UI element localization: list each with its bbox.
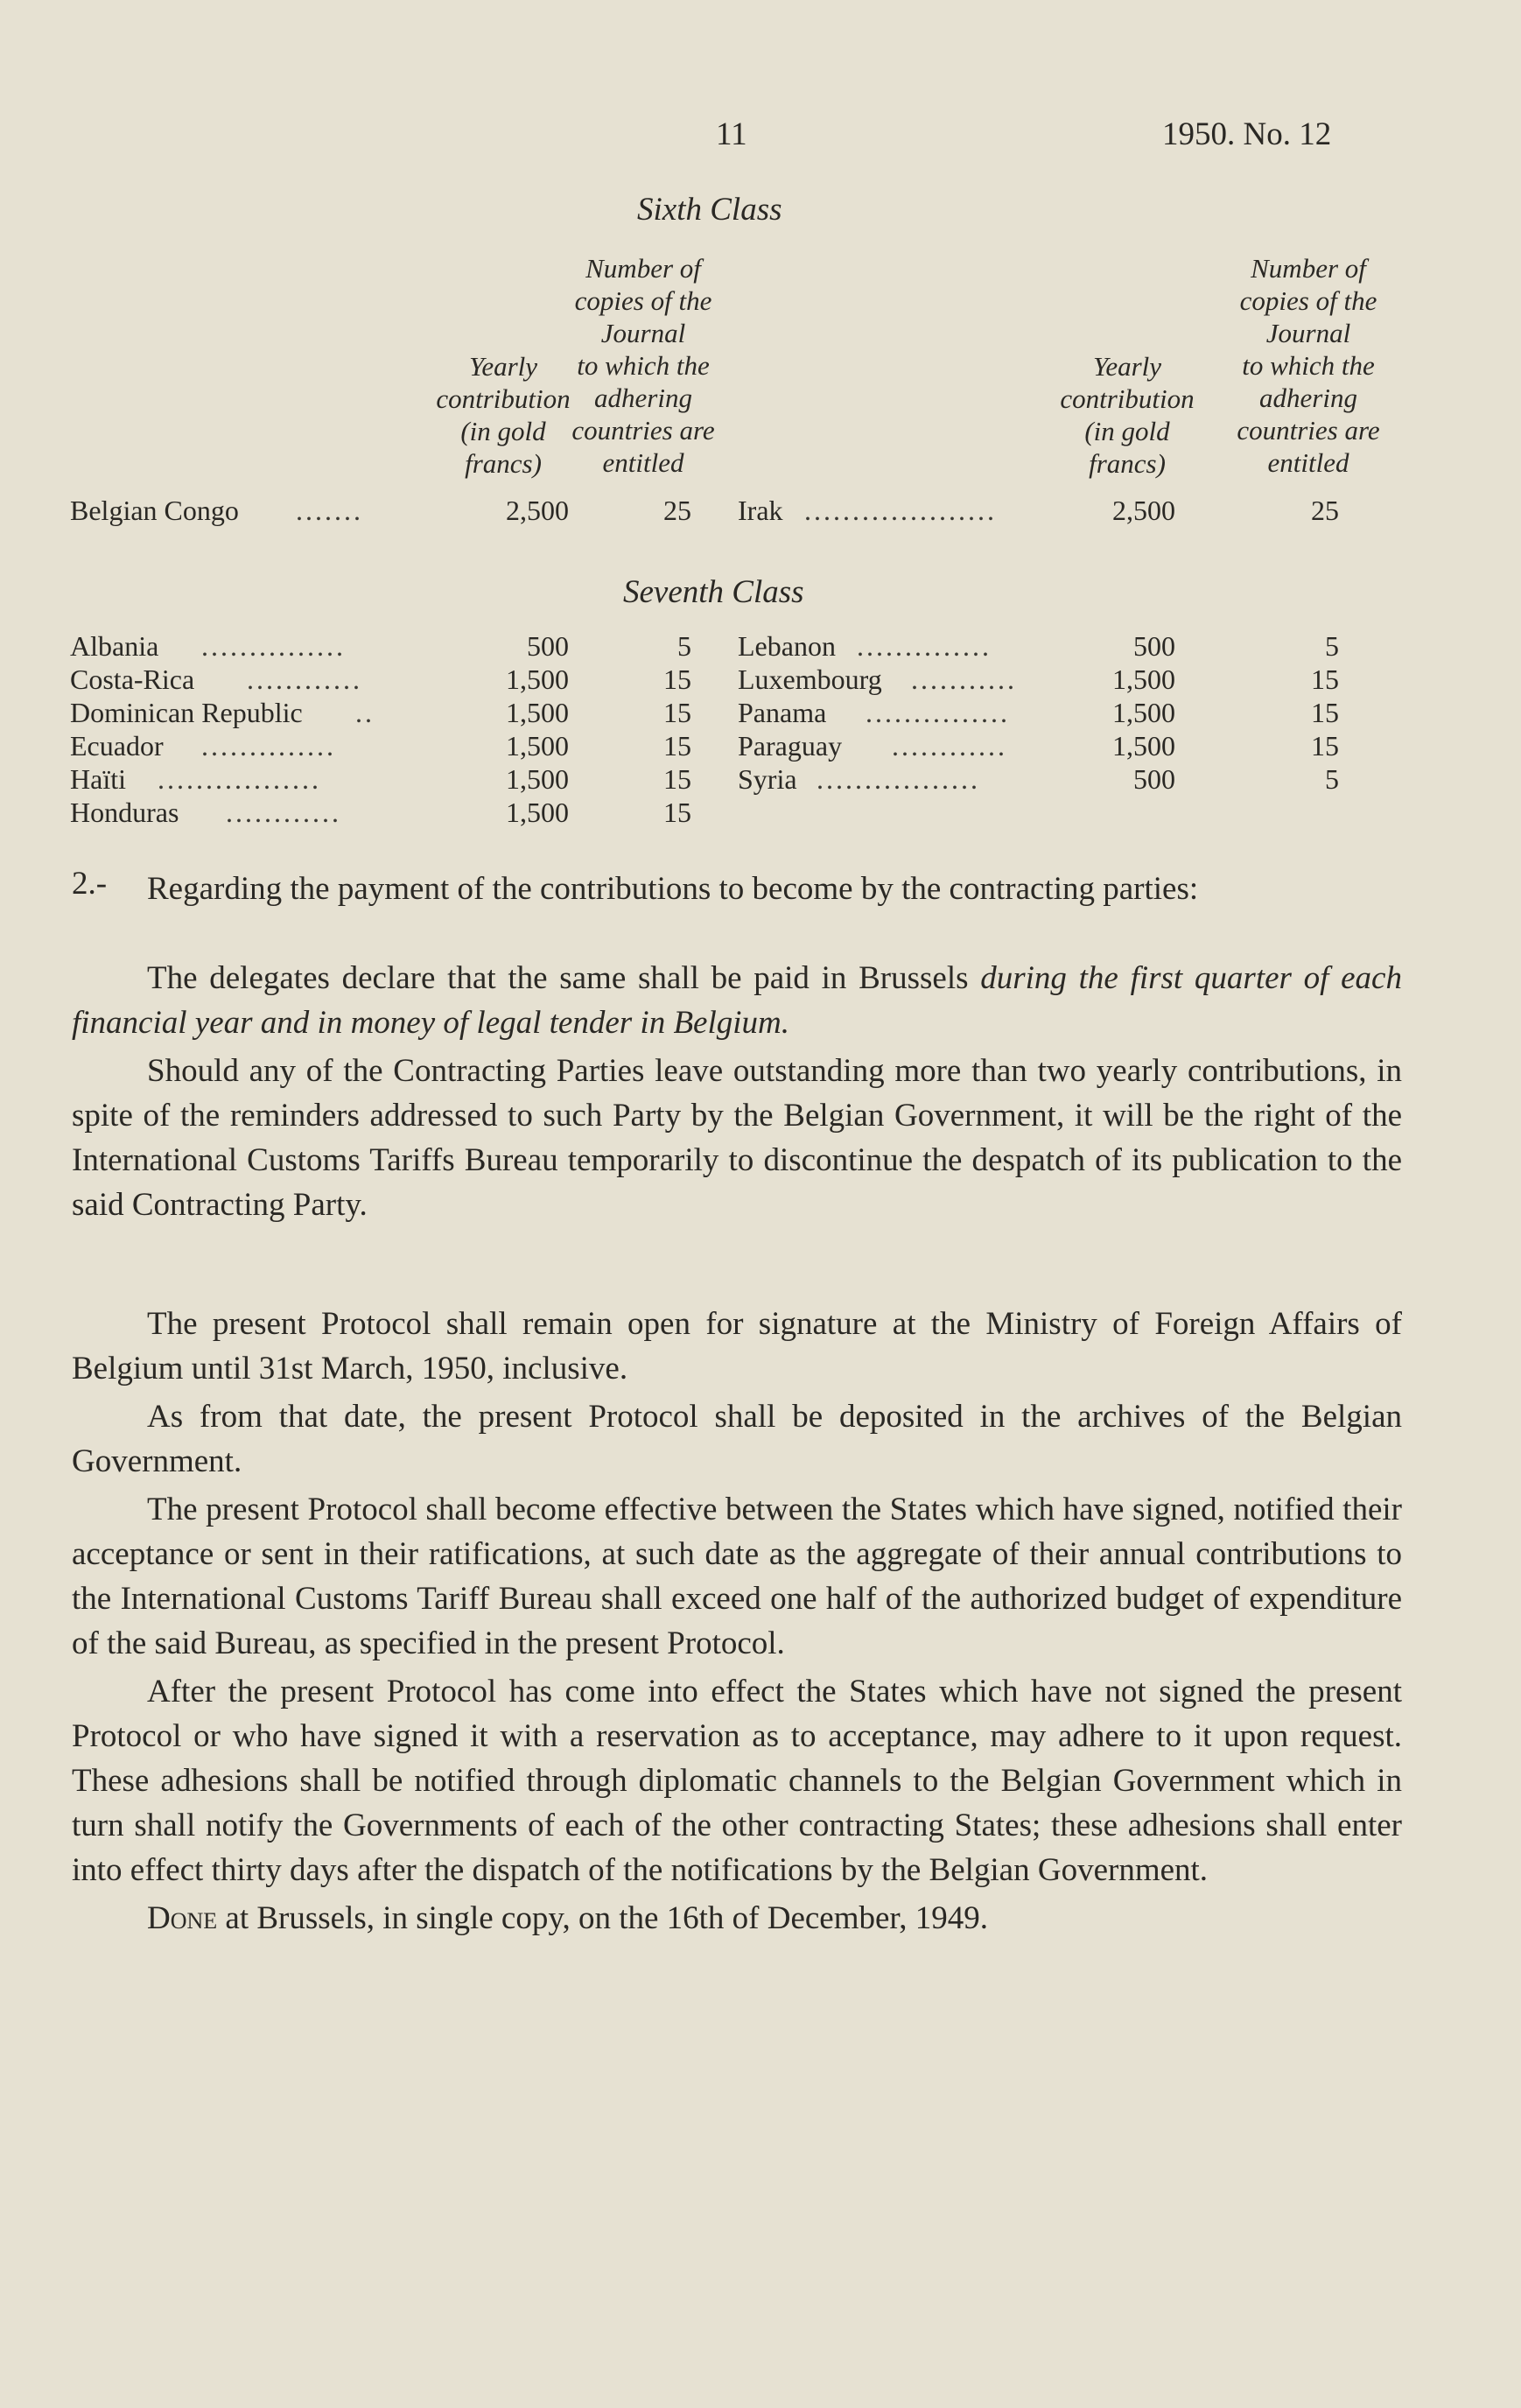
sixth-class-title: Sixth Class [637, 192, 782, 228]
done-at-brussels: Done at Brussels, in single copy, on the 16th of December, 1949. [147, 1900, 989, 1936]
table-row: Syria ................. 500 5 [738, 763, 1339, 795]
section-number: 2.- [72, 866, 108, 902]
table-row: Luxembourg ........... 1,500 15 [738, 663, 1339, 695]
copies-column-header-right: Number of copies of the Journal to which the adhering countries are entitled [1237, 253, 1380, 478]
adhesion-paragraph: After the present Protocol has come into effect the States which have not signed the present Protocol or who have signed it with a reservation as to acceptance, may adhere to it upon request. These adhesions shall be notified through diplomatic channels to the Belgian Government which in turn shall notify the Governments of each of the other contracting States; these adhesions shall enter into effect thirty days after the dispatch of the notifications by the Belgian Government. [72, 1674, 1402, 1888]
document-reference: 1950. No. 12 [1162, 116, 1332, 152]
table-row: Ecuador .............. 1,500 15 [70, 730, 691, 762]
section2-intro: Regarding the payment of the contributions to become by the contracting parties: [147, 871, 1199, 907]
table-row: Paraguay ............ 1,500 15 [738, 730, 1339, 762]
copies-column-header-left: Number of copies of the Journal to which the adhering countries are entitled [571, 253, 715, 478]
contribution-column-header-right: Yearly contribution (in gold francs) [1060, 351, 1195, 479]
table-row: Albania ............... 500 5 [70, 630, 691, 662]
signature-paragraph: The present Protocol shall remain open for signature at the Ministry of Foreign Affairs of Belgium until 31st March, 1950, inclusive. [72, 1306, 1402, 1387]
seventh-class-title: Seventh Class [623, 574, 804, 610]
effective-paragraph: The present Protocol shall become effective between the States which have signed, notified their acceptance or sent in their ratifications, at such date as the aggregate of their annual contributions to the International Customs Tariff Bureau shall exceed one half of the authorized budget of expenditure of the said Bureau, as specified in the present Protocol. [72, 1492, 1402, 1661]
table-row: Costa-Rica ............ 1,500 15 [70, 663, 691, 695]
outstanding-contributions-paragraph: Should any of the Contracting Parties leave outstanding more than two yearly contributions, in spite of the reminders addressed to such Party by the Belgian Government, it will be the right of the International Customs Tariffs Bureau temporarily to discontinue the despatch of its publication to the said Contracting Party. [72, 1053, 1402, 1223]
closing-provisions [72, 1302, 1402, 1941]
table-row: Panama ............... 1,500 15 [738, 697, 1339, 728]
table-row: Lebanon .............. 500 5 [738, 630, 1339, 662]
payment-paragraph: The delegates declare that the same shall be paid in Brussels during the first quarter of each financial year and in money of legal tender in Belgium. [72, 960, 1402, 1041]
table-row: Dominican Republic .. 1,500 15 [70, 697, 691, 728]
table-row: Honduras ............ 1,500 15 [70, 797, 691, 828]
deposit-paragraph: As from that date, the present Protocol shall be deposited in the archives of the Belgian Government. [72, 1399, 1402, 1479]
section2-body [72, 956, 1402, 1227]
contribution-column-header-left: Yearly contribution (in gold francs) [436, 351, 571, 479]
page-number: 11 [716, 116, 747, 152]
table-row: Haïti ................. 1,500 15 [70, 763, 691, 795]
table-row: Irak .................... 2,500 25 [738, 495, 1339, 526]
table-row: Belgian Congo ....... 2,500 25 [70, 495, 691, 526]
